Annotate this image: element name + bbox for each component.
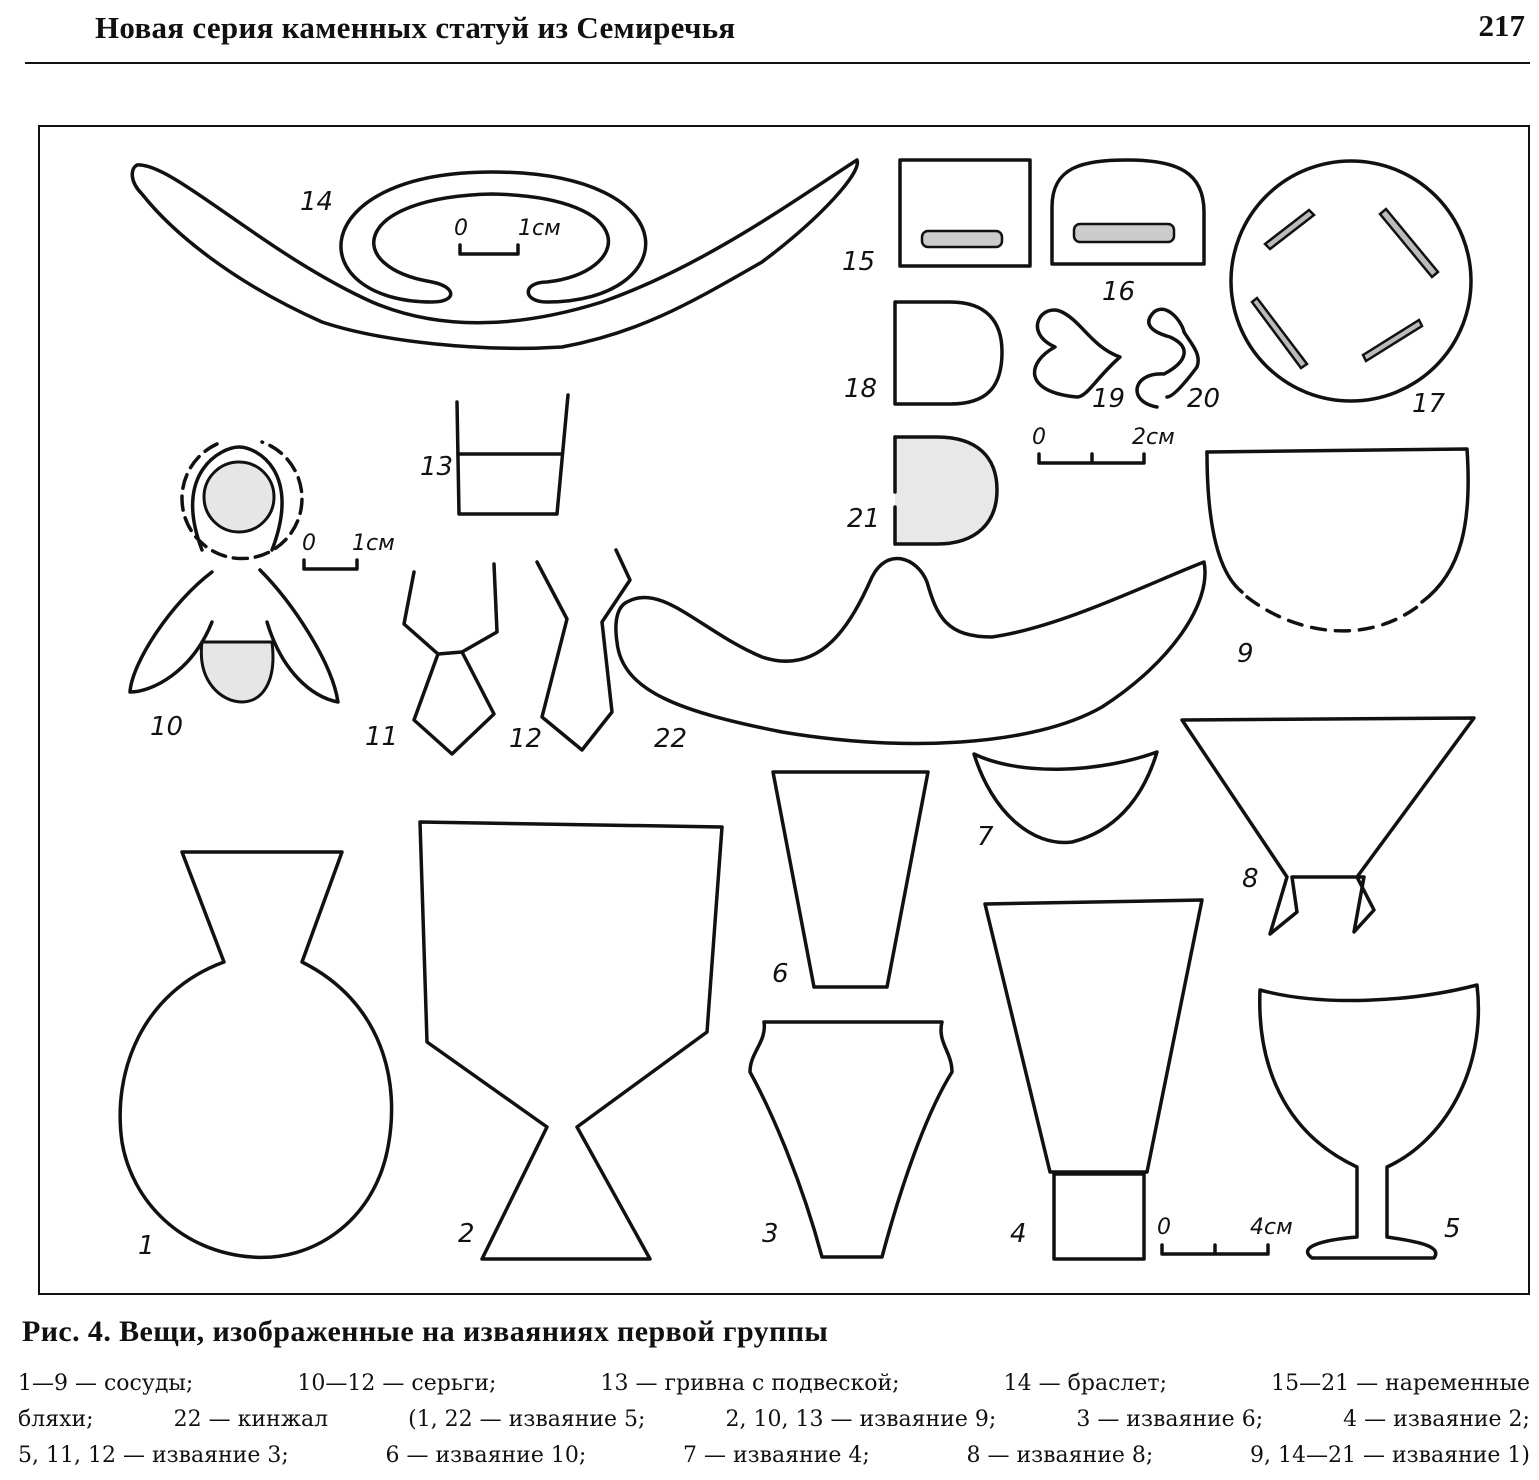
item-label-14: 14 <box>300 187 334 217</box>
legend-entry: бляхи; <box>18 1407 94 1432</box>
figure-legend <box>18 1366 1530 1474</box>
legend-entry: 6 — изваяние 10; <box>385 1443 587 1468</box>
item-10-earring <box>130 442 338 702</box>
item-label-6: 6 <box>772 959 789 989</box>
scale-bar-earring <box>302 531 395 569</box>
item-label-8: 8 <box>1242 864 1259 894</box>
item-1-vessel <box>120 852 391 1257</box>
item-label-4: 4 <box>1010 1219 1027 1249</box>
item-label-7: 7 <box>977 822 994 852</box>
legend-entry: 14 — браслет; <box>1003 1371 1167 1396</box>
item-label-9: 9 <box>1237 639 1254 669</box>
item-3-vessel <box>750 1022 952 1257</box>
item-16-plaque <box>1052 160 1204 264</box>
item-18-plaque <box>895 302 1002 404</box>
page-number: 217 <box>1478 8 1525 43</box>
legend-entry: 3 — изваяние 6; <box>1076 1407 1264 1432</box>
item-12-earring <box>537 550 630 750</box>
legend-entry: 5, 11, 12 — изваяние 3; <box>18 1443 289 1468</box>
item-label-11: 11 <box>365 722 399 752</box>
item-label-20: 20 <box>1187 384 1221 414</box>
scale-bar-plaques-unit: 2см <box>1132 425 1175 450</box>
figure-frame <box>38 125 1530 1295</box>
scale-bar-vessels <box>1157 1215 1293 1254</box>
legend-entry: 15—21 — нарeменные <box>1271 1371 1530 1396</box>
item-11-earring <box>404 564 497 754</box>
scale-bar-plaques-zero: 0 <box>1032 425 1046 450</box>
scale-bar-vessels-unit: 4см <box>1250 1215 1293 1240</box>
scale-bar-plaques <box>1032 425 1175 463</box>
scale-bar-bracelet <box>454 216 561 254</box>
legend-entry: (1, 22 — изваяние 5; <box>408 1407 646 1432</box>
legend-line-3 <box>18 1438 1530 1474</box>
item-21-plaque <box>895 437 997 544</box>
item-22-dagger <box>616 558 1205 743</box>
item-label-5: 5 <box>1444 1214 1461 1244</box>
scale-bar-earring-unit: 1см <box>352 531 395 556</box>
header-rule <box>25 62 1530 64</box>
scale-bar-bracelet-unit: 1см <box>518 216 561 241</box>
item-6-vessel <box>773 772 928 987</box>
item-17-plaque <box>1231 161 1471 401</box>
item-label-10: 10 <box>150 712 184 742</box>
item-label-18: 18 <box>844 374 878 404</box>
item-label-17: 17 <box>1412 389 1446 419</box>
item-label-16: 16 <box>1102 277 1136 307</box>
scale-bar-bracelet-zero: 0 <box>454 216 468 241</box>
legend-line-2 <box>18 1402 1530 1438</box>
item-8-vessel <box>1182 718 1474 934</box>
legend-entry: 13 — гривна с подвеской; <box>600 1371 900 1396</box>
item-label-1: 1 <box>138 1231 155 1261</box>
item-15-plaque <box>900 160 1030 266</box>
legend-entry: 9, 14—21 — изваяние 1) <box>1250 1443 1530 1468</box>
item-13-pendant <box>457 395 568 514</box>
scale-bar-vessels-zero: 0 <box>1157 1215 1171 1240</box>
figure-drawing <box>40 127 1532 1297</box>
item-9-vessel <box>1207 449 1468 631</box>
legend-entry: 4 — изваяние 2; <box>1343 1407 1530 1432</box>
item-label-19: 19 <box>1092 384 1126 414</box>
running-title: Новая серия каменных статуй из Семиречья <box>95 10 736 45</box>
item-label-22: 22 <box>654 724 688 754</box>
item-2-vessel <box>420 822 722 1259</box>
item-4-vessel <box>985 900 1202 1259</box>
figure-caption-title: Рис. 4. Вещи, изображенные на изваяниях первой группы <box>22 1315 829 1348</box>
legend-line-1 <box>18 1366 1530 1402</box>
legend-entry: 1—9 — сосуды; <box>18 1371 194 1396</box>
scale-bar-earring-zero: 0 <box>302 531 316 556</box>
item-label-2: 2 <box>458 1219 475 1249</box>
item-label-21: 21 <box>847 504 881 534</box>
legend-entry: 22 — кинжал <box>173 1407 329 1432</box>
legend-entry: 10—12 — серьги; <box>297 1371 497 1396</box>
legend-entry: 7 — изваяние 4; <box>683 1443 870 1468</box>
item-label-13: 13 <box>420 452 454 482</box>
item-label-3: 3 <box>762 1219 779 1249</box>
legend-entry: 8 — изваяние 8; <box>966 1443 1154 1468</box>
item-7-vessel <box>974 752 1157 842</box>
legend-entry: 2, 10, 13 — изваяние 9; <box>725 1407 997 1432</box>
item-label-12: 12 <box>509 724 543 754</box>
item-label-15: 15 <box>842 247 876 277</box>
